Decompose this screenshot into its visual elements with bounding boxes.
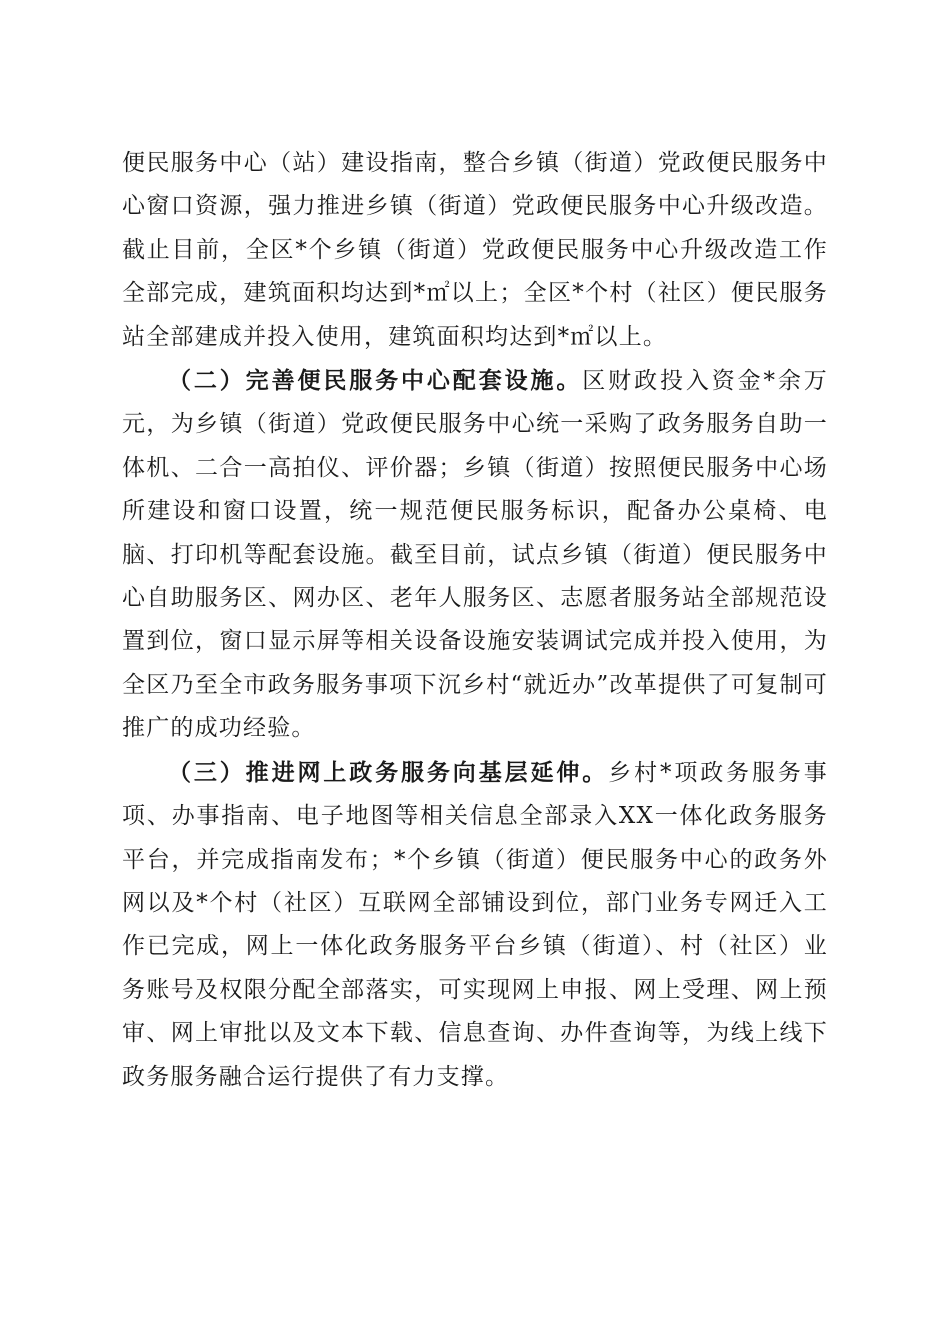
- paragraph-continuation: [122, 142, 828, 359]
- section-heading: （二）完善便民服务中心配套设施。: [168, 367, 583, 395]
- section-heading: （三）推进网上政务服务向基层延伸。: [168, 758, 609, 786]
- paragraph-text: 区财政投入资金*余万元，为乡镇（街道）党政便民服务中心统一采购了政务服务自助一体机、二合一高拍仪、评价器；乡镇（街道）按照便民服务中心场所建设和窗口设置，统一规范便民服务标识，配备办公桌椅、电脑、打印机等配套设施。截至目前，试点乡镇（街道）便民服务中心自助服务区、网办区、老年人服务区、志愿者服务站全部规范设置到位，窗口显示屏等相关设备设施安装调试完成并投入使用，为全区乃至全市政务服务事项下沉乡村“就近办”改革提供了可复制可推广的成功经验。: [122, 368, 829, 742]
- paragraph-section-3: [122, 751, 828, 1099]
- paragraph-text: 便民服务中心（站）建设指南，整合乡镇（街道）党政便民服务中心窗口资源，强力推进乡镇（街道）党政便民服务中心升级改造。截止目前，全区*个乡镇（街道）党政便民服务中心升级改造工作全部完成，建筑面积均达到*㎡以上；全区*个村（社区）便民服务站全部建成并投入使用，建筑面积均达到*㎡以上。: [122, 150, 828, 350]
- paragraph-section-2: [122, 359, 828, 751]
- paragraph-text: 乡村*项政务服务事项、办事指南、电子地图等相关信息全部录入XX一体化政务服务平台，并完成指南发布；*个乡镇（街道）便民服务中心的政务外网以及*个村（社区）互联网全部铺设到位，部门业务专网迁入工作已完成，网上一体化政务服务平台乡镇（街道）、村（社区）业务账号及权限分配全部落实，可实现网上申报、网上受理、网上预审、网上审批以及文本下载、信息查询、办件查询等，为线上线下政务服务融合运行提供了有力支撑。: [122, 759, 828, 1090]
- document-page: [122, 142, 828, 1099]
